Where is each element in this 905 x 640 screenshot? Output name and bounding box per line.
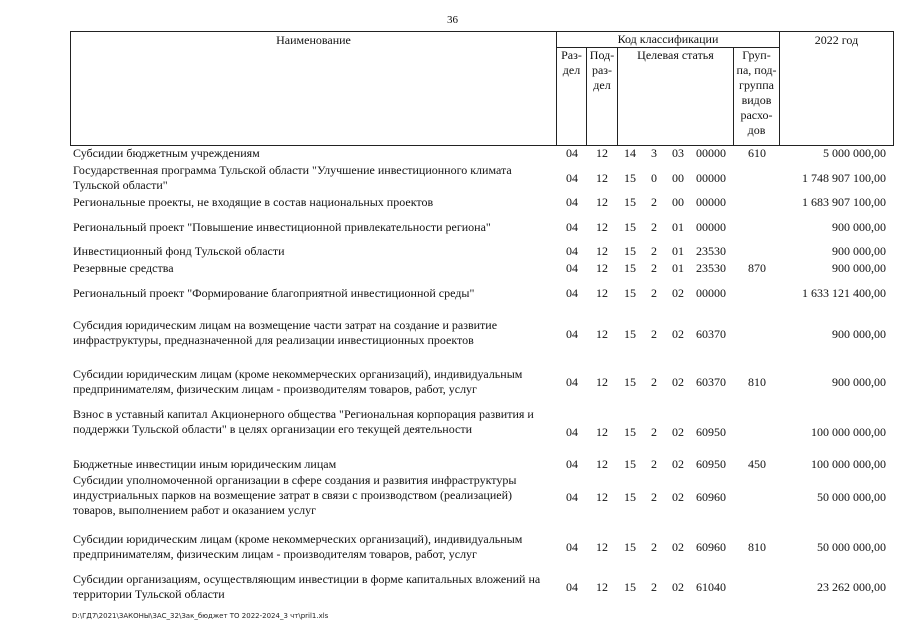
cell-statya-3: 02 <box>672 580 684 594</box>
cell-statya-4: 23530 <box>696 261 726 275</box>
cell-statya-3: 02 <box>672 540 684 554</box>
cell-sum: 23 262 000,00 <box>817 580 886 594</box>
row-name: Государственная программа Тульской области "Улучшение инвестиционного климата Тульской области" <box>73 163 512 192</box>
cell-podrazdel: 12 <box>596 286 608 300</box>
row-name: Региональный проект "Формирование благоприятной инвестиционной среды" <box>73 286 475 300</box>
cell-statya-3: 02 <box>672 457 684 471</box>
cell-statya-1: 15 <box>624 171 636 185</box>
cell-statya-4: 60960 <box>696 490 726 504</box>
cell-statya-3: 03 <box>672 146 684 160</box>
cell-razdel: 04 <box>566 375 578 389</box>
header-podrazdel: Под- раз- дел <box>586 47 618 146</box>
cell-sum: 900 000,00 <box>832 327 886 341</box>
cell-podrazdel: 12 <box>596 490 608 504</box>
cell-statya-1: 14 <box>624 146 636 160</box>
cell-statya-1: 15 <box>624 490 636 504</box>
row-name: Субсидии организациям, осуществляющим инвестиции в форме капитальных вложений на территории Тульской области <box>73 572 541 601</box>
cell-statya-1: 15 <box>624 286 636 300</box>
cell-statya-2: 2 <box>651 220 657 234</box>
header-name: Наименование <box>70 31 557 146</box>
cell-podrazdel: 12 <box>596 540 608 554</box>
cell-statya-4: 00000 <box>696 146 726 160</box>
cell-razdel: 04 <box>566 425 578 439</box>
row-name: Субсидии юридическим лицам (кроме некоммерческих организаций), индивидуальным предпринимателям, физическим лицам - производителям товаров, работ, услуг <box>73 532 523 561</box>
cell-podrazdel: 12 <box>596 580 608 594</box>
cell-podrazdel: 12 <box>596 375 608 389</box>
cell-razdel: 04 <box>566 171 578 185</box>
row-name: Субсидии юридическим лицам (кроме некоммерческих организаций), индивидуальным предпринимателям, физическим лицам - производителям товаров, работ, услуг <box>73 367 523 396</box>
cell-statya-1: 15 <box>624 425 636 439</box>
cell-podrazdel: 12 <box>596 327 608 341</box>
cell-gruppa: 810 <box>748 540 766 554</box>
cell-statya-4: 60370 <box>696 375 726 389</box>
cell-razdel: 04 <box>566 220 578 234</box>
cell-sum: 1 748 907 100,00 <box>802 171 886 185</box>
header-razdel: Раз- дел <box>556 47 587 146</box>
cell-statya-3: 02 <box>672 286 684 300</box>
cell-podrazdel: 12 <box>596 146 608 160</box>
header-gruppa: Груп- па, под- группа видов расхо- дов <box>733 47 780 146</box>
cell-statya-2: 2 <box>651 375 657 389</box>
cell-statya-2: 3 <box>651 146 657 160</box>
row-name: Взнос в уставный капитал Акционерного общества "Региональная корпорация развития и поддержки Тульской области" в целях организации его текущей деятельности <box>73 407 534 436</box>
row-name: Региональный проект "Повышение инвестиционной привлекательности региона" <box>73 220 491 234</box>
cell-statya-1: 15 <box>624 195 636 209</box>
cell-statya-1: 15 <box>624 457 636 471</box>
cell-statya-1: 15 <box>624 540 636 554</box>
cell-statya-2: 2 <box>651 244 657 258</box>
cell-razdel: 04 <box>566 195 578 209</box>
cell-statya-1: 15 <box>624 220 636 234</box>
row-name: Субсидии уполномоченной организации в сфере создания и развития инфраструктуры индустриальных парков на возмещение затрат в связи с производством (реализацией) товаров, выполнением работ и оказанием услуг <box>73 473 517 517</box>
row-name: Резервные средства <box>73 261 174 275</box>
cell-razdel: 04 <box>566 261 578 275</box>
cell-razdel: 04 <box>566 146 578 160</box>
cell-statya-4: 23530 <box>696 244 726 258</box>
cell-razdel: 04 <box>566 244 578 258</box>
row-name: Субсидии бюджетным учреждениям <box>73 146 260 160</box>
cell-statya-3: 02 <box>672 425 684 439</box>
cell-statya-1: 15 <box>624 327 636 341</box>
cell-statya-2: 2 <box>651 425 657 439</box>
cell-statya-2: 0 <box>651 171 657 185</box>
row-name: Региональные проекты, не входящие в состав национальных проектов <box>73 195 434 209</box>
cell-sum: 900 000,00 <box>832 244 886 258</box>
cell-podrazdel: 12 <box>596 244 608 258</box>
cell-sum: 5 000 000,00 <box>823 146 886 160</box>
file-path-footer: D:\ГД7\2021\ЗАКОНЫ\ЗАС_32\Зак_бюджет ТО 2022-2024_3 чт\pril1.xls <box>72 612 329 620</box>
cell-statya-2: 2 <box>651 261 657 275</box>
cell-statya-4: 60370 <box>696 327 726 341</box>
cell-gruppa: 450 <box>748 457 766 471</box>
cell-statya-1: 15 <box>624 375 636 389</box>
cell-gruppa: 810 <box>748 375 766 389</box>
cell-sum: 50 000 000,00 <box>817 540 886 554</box>
cell-gruppa: 870 <box>748 261 766 275</box>
cell-sum: 100 000 000,00 <box>811 457 886 471</box>
cell-statya-4: 60960 <box>696 540 726 554</box>
cell-statya-4: 00000 <box>696 220 726 234</box>
row-name: Бюджетные инвестиции иным юридическим лицам <box>73 457 337 471</box>
cell-sum: 900 000,00 <box>832 220 886 234</box>
cell-sum: 50 000 000,00 <box>817 490 886 504</box>
cell-sum: 900 000,00 <box>832 261 886 275</box>
cell-statya-3: 02 <box>672 375 684 389</box>
cell-razdel: 04 <box>566 327 578 341</box>
cell-razdel: 04 <box>566 580 578 594</box>
cell-statya-3: 01 <box>672 220 684 234</box>
cell-podrazdel: 12 <box>596 220 608 234</box>
cell-statya-4: 00000 <box>696 171 726 185</box>
cell-podrazdel: 12 <box>596 425 608 439</box>
cell-statya-2: 2 <box>651 540 657 554</box>
cell-statya-4: 00000 <box>696 195 726 209</box>
row-name: Субсидия юридическим лицам на возмещение части затрат на создание и развитие инфраструктуры, предназначенной для реализации инвестиционных проектов <box>73 318 498 347</box>
page-number: 36 <box>447 14 458 26</box>
cell-podrazdel: 12 <box>596 195 608 209</box>
cell-podrazdel: 12 <box>596 261 608 275</box>
header-celevaya-statya: Целевая статья <box>617 47 734 146</box>
cell-podrazdel: 12 <box>596 171 608 185</box>
cell-statya-1: 15 <box>624 244 636 258</box>
cell-sum: 1 683 907 100,00 <box>802 195 886 209</box>
cell-sum: 1 633 121 400,00 <box>802 286 886 300</box>
cell-statya-2: 2 <box>651 195 657 209</box>
cell-sum: 900 000,00 <box>832 375 886 389</box>
cell-statya-1: 15 <box>624 580 636 594</box>
cell-statya-3: 02 <box>672 327 684 341</box>
cell-podrazdel: 12 <box>596 457 608 471</box>
cell-statya-3: 02 <box>672 490 684 504</box>
cell-statya-4: 00000 <box>696 286 726 300</box>
cell-statya-3: 01 <box>672 244 684 258</box>
cell-statya-2: 2 <box>651 327 657 341</box>
cell-sum: 100 000 000,00 <box>811 425 886 439</box>
cell-razdel: 04 <box>566 286 578 300</box>
cell-statya-2: 2 <box>651 580 657 594</box>
header-year: 2022 год <box>779 31 894 146</box>
row-name: Инвестиционный фонд Тульской области <box>73 244 285 258</box>
cell-statya-4: 60950 <box>696 425 726 439</box>
cell-razdel: 04 <box>566 490 578 504</box>
cell-razdel: 04 <box>566 540 578 554</box>
cell-statya-4: 61040 <box>696 580 726 594</box>
cell-gruppa: 610 <box>748 146 766 160</box>
cell-statya-2: 2 <box>651 490 657 504</box>
cell-statya-1: 15 <box>624 261 636 275</box>
cell-razdel: 04 <box>566 457 578 471</box>
cell-statya-2: 2 <box>651 286 657 300</box>
cell-statya-3: 00 <box>672 195 684 209</box>
cell-statya-3: 00 <box>672 171 684 185</box>
cell-statya-2: 2 <box>651 457 657 471</box>
cell-statya-4: 60950 <box>696 457 726 471</box>
header-code: Код классификации <box>556 31 780 48</box>
cell-statya-3: 01 <box>672 261 684 275</box>
